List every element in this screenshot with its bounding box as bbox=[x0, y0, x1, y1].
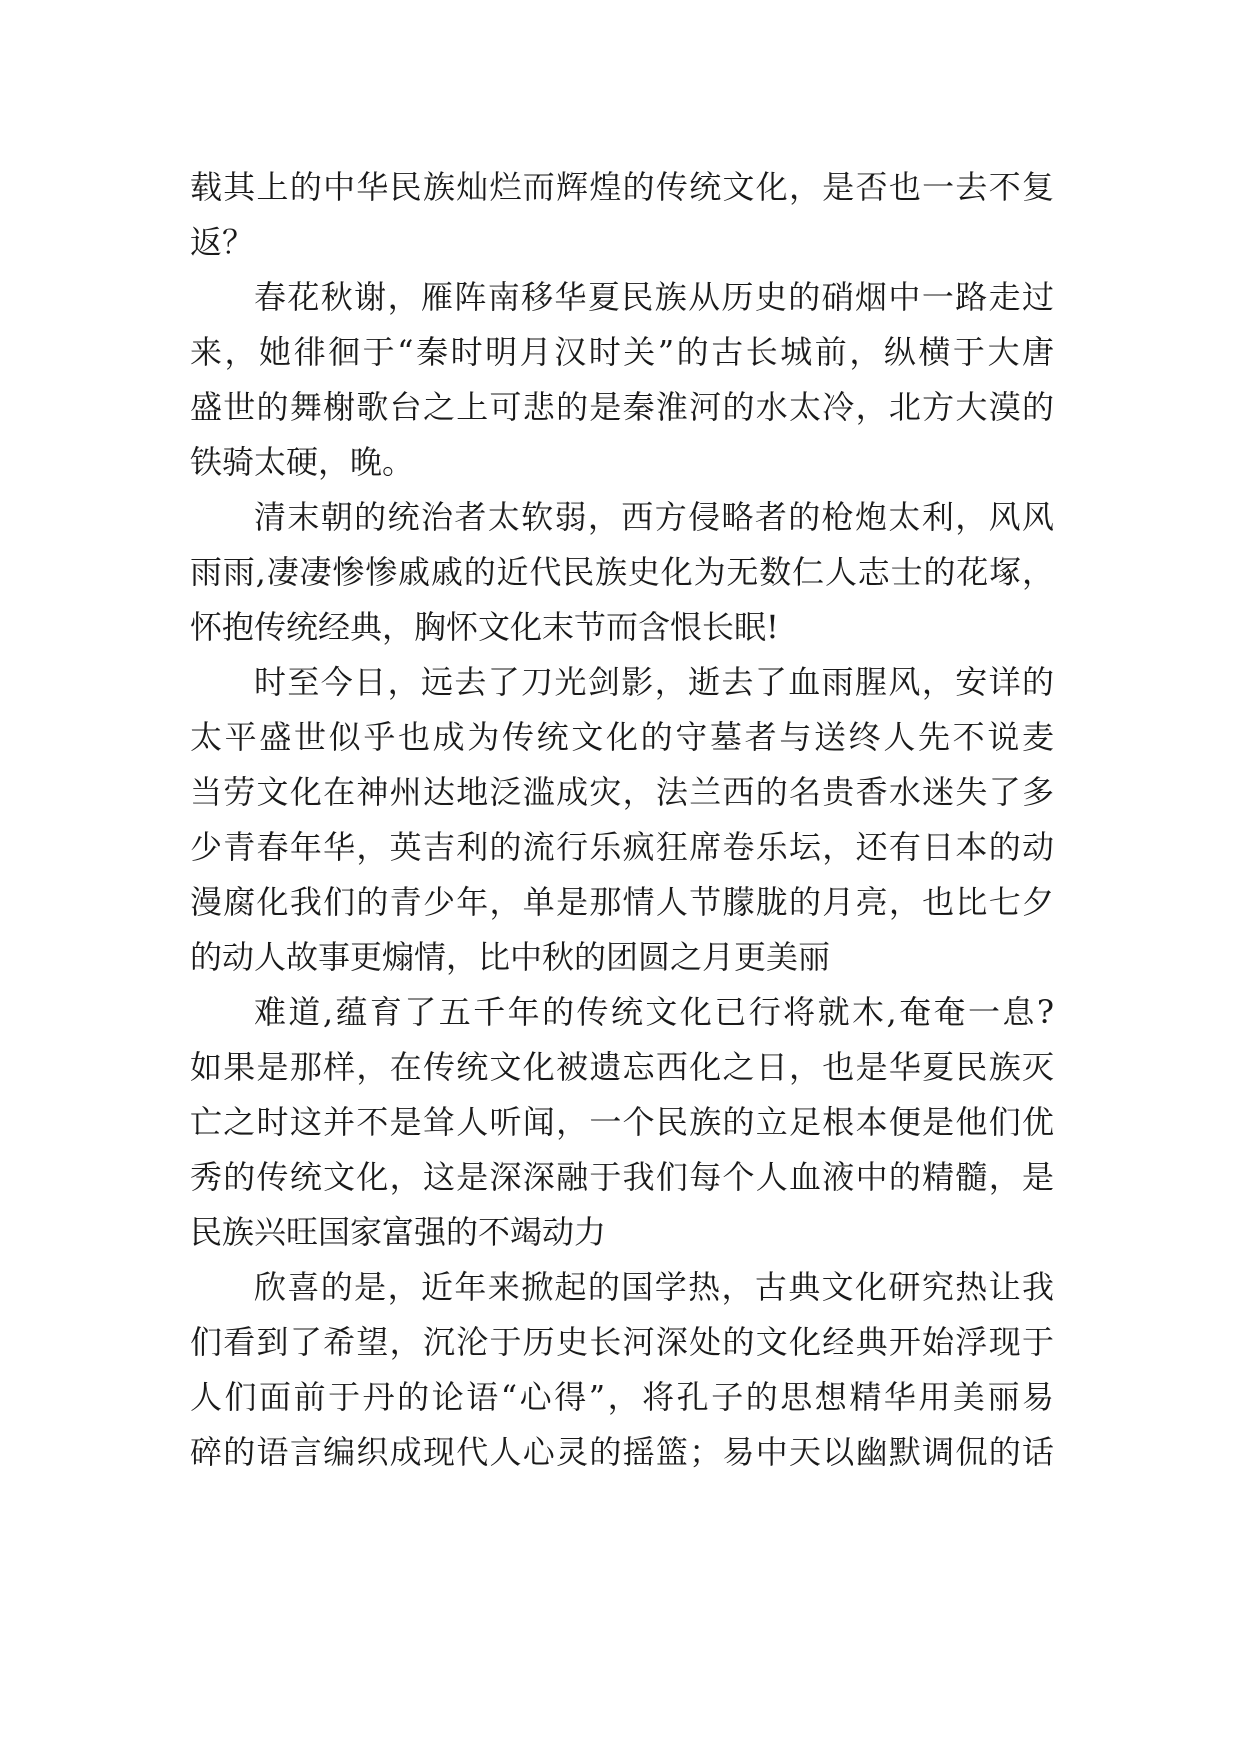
text-line: 太平盛世似乎也成为传统文化的守墓者与送终人先不说麦 bbox=[190, 718, 1054, 756]
text-line: 盛世的舞榭歌台之上可悲的是秦淮河的水太冷，北方大漠的 bbox=[190, 388, 1054, 426]
paragraph-start-line: 清末朝的统治者太软弱，西方侵略者的枪炮太利，风风 bbox=[254, 498, 1054, 536]
paragraph-start-line: 春花秋谢，雁阵南移华夏民族从历史的硝烟中一路走过 bbox=[254, 278, 1054, 316]
text-line: 怀抱传统经典，胸怀文化末节而含恨长眠! bbox=[190, 608, 779, 646]
text-line: 人们面前于丹的论语“心得”，将孔子的思想精华用美丽易 bbox=[190, 1378, 1054, 1416]
paragraph-start-line: 时至今日，远去了刀光剑影，逝去了血雨腥风，安详的 bbox=[254, 663, 1054, 701]
text-line: 返？ bbox=[190, 223, 255, 261]
text-line: 秀的传统文化，这是深深融于我们每个人血液中的精髓，是 bbox=[190, 1158, 1054, 1196]
text-line: 当劳文化在神州达地泛滥成灾，法兰西的名贵香水迷失了多 bbox=[190, 773, 1054, 811]
text-line: 民族兴旺国家富强的不竭动力 bbox=[190, 1213, 607, 1251]
text-line: 碎的语言编织成现代人心灵的摇篮；易中天以幽默调侃的话 bbox=[190, 1433, 1054, 1471]
text-line: 亡之时这并不是耸人听闻，一个民族的立足根本便是他们优 bbox=[190, 1103, 1054, 1141]
text-line: 漫腐化我们的青少年，单是那情人节朦胧的月亮，也比七夕 bbox=[190, 883, 1054, 921]
paragraph-start-line: 欣喜的是，近年来掀起的国学热，古典文化研究热让我 bbox=[254, 1268, 1054, 1306]
paragraph-start-line: 难道,蕴育了五千年的传统文化已行将就木,奄奄一息? bbox=[254, 993, 1054, 1031]
text-line: 铁骑太硬，晚。 bbox=[190, 443, 415, 481]
text-line: 雨雨,凄凄惨惨戚戚的近代民族史化为无数仁人志士的花塚， bbox=[190, 553, 1054, 591]
text-line: 如果是那样，在传统文化被遗忘西化之日，也是华夏民族灭 bbox=[190, 1048, 1054, 1086]
text-line: 来，她徘徊于“秦时明月汉时关”的古长城前，纵横于大唐 bbox=[190, 333, 1054, 371]
text-line: 少青春年华，英吉利的流行乐疯狂席卷乐坛，还有日本的动 bbox=[190, 828, 1054, 866]
text-line: 的动人故事更煽情，比中秋的团圆之月更美丽 bbox=[190, 938, 831, 976]
text-line: 载其上的中华民族灿烂而辉煌的传统文化，是否也一去不复 bbox=[190, 168, 1054, 206]
text-line: 们看到了希望，沉沦于历史长河深处的文化经典开始浮现于 bbox=[190, 1323, 1054, 1361]
body-text bbox=[190, 160, 1054, 1480]
